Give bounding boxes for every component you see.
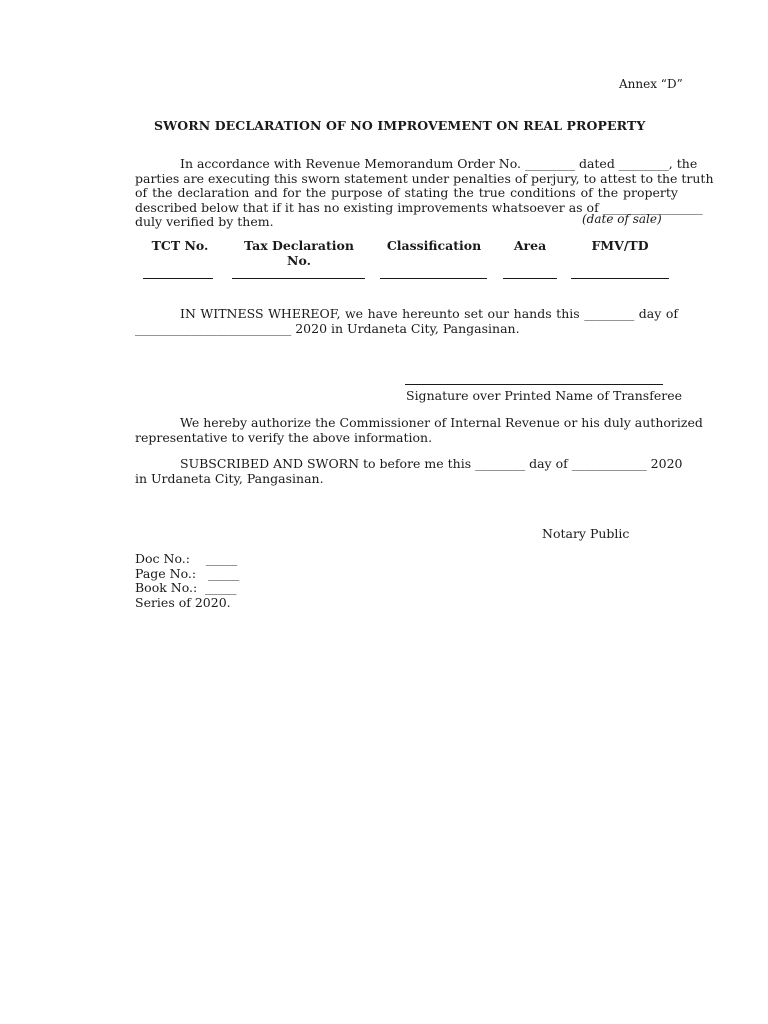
doc-no-line: Doc No.: _____ xyxy=(135,551,238,566)
header-fmv-td: FMV/TD xyxy=(591,238,649,253)
paragraph-witness xyxy=(135,306,678,336)
annex-label: Annex “D” xyxy=(619,77,683,91)
paragraph-line: duly verified by them. xyxy=(135,214,274,229)
notary-public-label: Notary Public xyxy=(542,526,630,541)
signature-line xyxy=(405,384,663,385)
paragraph-subscribed xyxy=(135,456,683,486)
paragraph-line: IN WITNESS WHEREOF, we have hereunto set our hands this ________ day of xyxy=(180,306,678,321)
paragraph-line: In accordance with Revenue Memorandum Order No. ________ dated ________, the xyxy=(180,156,698,171)
paragraph-authorize xyxy=(135,415,703,445)
header-tct-no: TCT No. xyxy=(151,238,209,253)
paragraph-line: parties are executing this sworn statement under penalties of perjury, to attest to the truth xyxy=(135,170,714,186)
paragraph-line: We hereby authorize the Commissioner of Internal Revenue or his duly authorized xyxy=(180,415,703,430)
header-area: Area xyxy=(513,238,547,253)
series-line: Series of 2020. xyxy=(135,594,231,610)
paragraph-line: described below that if it has no existing improvements whatsoever as of ________________ xyxy=(135,199,703,215)
paragraph-line: _________________________ 2020 in Urdaneta City, Pangasinan. xyxy=(135,321,520,336)
header-classification: Classification xyxy=(386,238,482,253)
page-no-line: Page No.: _____ xyxy=(135,565,240,581)
doc-info-block xyxy=(135,552,239,610)
classification-blank xyxy=(380,266,487,279)
paragraph-line: SUBSCRIBED AND SWORN to before me this ________ day of ____________ 2020 xyxy=(180,456,683,471)
tct-no-blank xyxy=(143,266,213,279)
area-blank xyxy=(503,266,557,279)
book-no-line: Book No.: _____ xyxy=(135,580,237,595)
signature-label: Signature over Printed Name of Transferee xyxy=(406,388,683,403)
date-of-sale-note: (date of sale) xyxy=(582,212,662,226)
paragraph-line: representative to verify the above information. xyxy=(135,430,433,445)
tax-declaration-blank xyxy=(232,266,365,279)
fmv-td-blank xyxy=(571,266,669,279)
paragraph-line: in Urdaneta City, Pangasinan. xyxy=(135,471,324,486)
document-title: SWORN DECLARATION OF NO IMPROVEMENT ON REAL PROPERTY xyxy=(154,118,646,133)
header-tax-declaration: Tax Declaration No. xyxy=(244,238,354,268)
paragraph-line: of the declaration and for the purpose of stating the true conditions of the property xyxy=(135,185,678,200)
